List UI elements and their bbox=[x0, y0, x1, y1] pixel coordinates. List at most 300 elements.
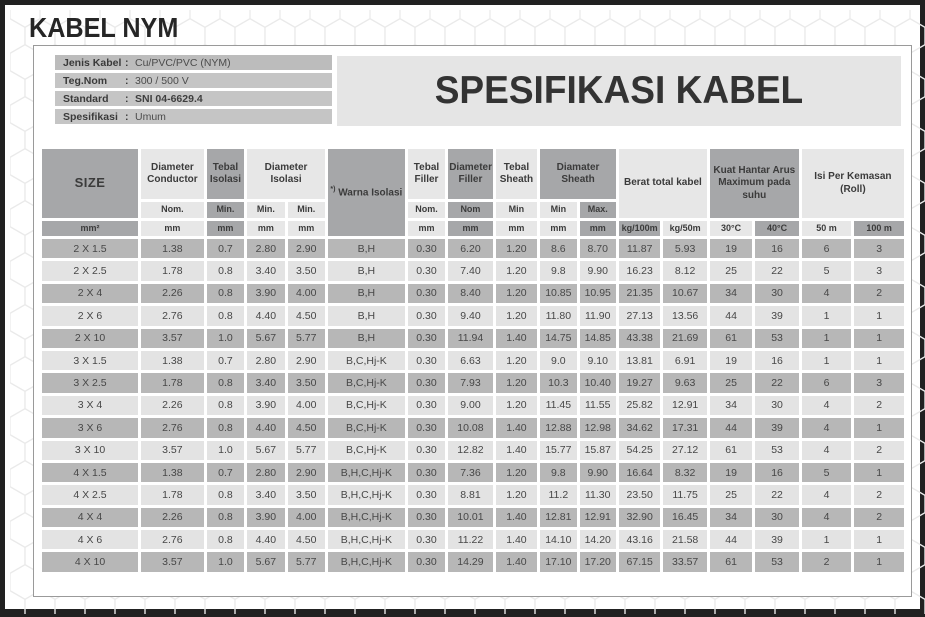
unit-kg-100m: kg/100m bbox=[619, 221, 660, 236]
unit-mm2: mm² bbox=[42, 221, 138, 236]
value-cell: 10.85 bbox=[540, 284, 576, 303]
info-row-spesifikasi bbox=[55, 109, 332, 124]
value-cell: 11.30 bbox=[580, 485, 616, 504]
value-cell: 2.26 bbox=[141, 508, 204, 527]
value-cell: 44 bbox=[710, 418, 752, 437]
value-cell: 17.31 bbox=[663, 418, 706, 437]
value-cell: 7.36 bbox=[448, 463, 492, 482]
value-cell: 4.40 bbox=[247, 530, 284, 549]
value-cell: 2.76 bbox=[141, 306, 204, 325]
value-cell: 21.69 bbox=[663, 329, 706, 348]
value-cell: 12.98 bbox=[580, 418, 616, 437]
value-cell: 14.10 bbox=[540, 530, 576, 549]
value-cell: 3.90 bbox=[247, 508, 284, 527]
value-cell: 1.40 bbox=[496, 530, 537, 549]
value-cell: 4.00 bbox=[288, 396, 325, 415]
value-cell: 25 bbox=[710, 261, 752, 280]
value-cell: 1.20 bbox=[496, 261, 537, 280]
value-cell: 0.30 bbox=[408, 351, 445, 370]
value-cell: 21.58 bbox=[663, 530, 706, 549]
value-cell: 33.57 bbox=[663, 552, 706, 571]
info-row-jenis-kabel bbox=[55, 55, 332, 70]
value-cell: 25 bbox=[710, 373, 752, 392]
value-cell: 13.56 bbox=[663, 306, 706, 325]
value-cell: 15.87 bbox=[580, 441, 616, 460]
value-cell: 0.30 bbox=[408, 261, 445, 280]
value-cell: 44 bbox=[710, 530, 752, 549]
value-cell: 5.93 bbox=[663, 239, 706, 258]
value-cell: 0.30 bbox=[408, 284, 445, 303]
value-cell: 19 bbox=[710, 463, 752, 482]
value-cell: B,H bbox=[328, 284, 405, 303]
value-cell: 3.90 bbox=[247, 284, 284, 303]
value-cell: 16 bbox=[755, 351, 798, 370]
size-cell: 3 X 10 bbox=[42, 441, 138, 460]
value-cell: 67.15 bbox=[619, 552, 660, 571]
value-cell: 2 bbox=[854, 485, 904, 504]
unit-mm: mm bbox=[496, 221, 537, 236]
header-row-units bbox=[42, 221, 904, 236]
col-header-berat-total-kabel: Berat total kabel bbox=[619, 149, 707, 218]
table-row bbox=[42, 351, 904, 370]
table-row bbox=[42, 552, 904, 571]
header-row-labels bbox=[42, 149, 904, 199]
value-cell: 0.30 bbox=[408, 530, 445, 549]
value-cell: 4 bbox=[802, 284, 852, 303]
value-cell: 19 bbox=[710, 239, 752, 258]
col-header-tebal-isolasi: Tebal Isolasi bbox=[207, 149, 244, 199]
value-cell: 3.57 bbox=[141, 441, 204, 460]
value-cell: 25.82 bbox=[619, 396, 660, 415]
value-cell: 1.0 bbox=[207, 552, 244, 571]
value-cell: 3.50 bbox=[288, 261, 325, 280]
value-cell: 0.30 bbox=[408, 508, 445, 527]
value-cell: 0.8 bbox=[207, 508, 244, 527]
value-cell: 3 bbox=[854, 261, 904, 280]
value-cell: 19.27 bbox=[619, 373, 660, 392]
value-cell: 14.75 bbox=[540, 329, 576, 348]
value-cell: 6.91 bbox=[663, 351, 706, 370]
size-cell: 4 X 2.5 bbox=[42, 485, 138, 504]
table-body bbox=[42, 239, 904, 572]
value-cell: 1.40 bbox=[496, 552, 537, 571]
value-cell: 8.81 bbox=[448, 485, 492, 504]
spec-banner bbox=[337, 56, 901, 126]
value-cell: 6 bbox=[802, 239, 852, 258]
unit-100m: 100 m bbox=[854, 221, 904, 236]
value-cell: 3.40 bbox=[247, 261, 284, 280]
unit-mm: mm bbox=[448, 221, 492, 236]
value-cell: B,C,Hj-K bbox=[328, 396, 405, 415]
value-cell: 1.20 bbox=[496, 396, 537, 415]
value-cell: 34 bbox=[710, 284, 752, 303]
spec-table-wrap bbox=[39, 146, 907, 575]
value-cell: 11.94 bbox=[448, 329, 492, 348]
value-cell: 9.40 bbox=[448, 306, 492, 325]
value-cell: 0.30 bbox=[408, 239, 445, 258]
value-cell: B,H,C,Hj-K bbox=[328, 485, 405, 504]
unit-50m: 50 m bbox=[802, 221, 852, 236]
col-header-warna-isolasi bbox=[328, 149, 405, 236]
table-row bbox=[42, 418, 904, 437]
value-cell: 0.30 bbox=[408, 396, 445, 415]
value-cell: 2 bbox=[854, 284, 904, 303]
value-cell: 2.80 bbox=[247, 239, 284, 258]
value-cell: 1 bbox=[854, 351, 904, 370]
value-cell: 0.8 bbox=[207, 284, 244, 303]
value-cell: 9.90 bbox=[580, 261, 616, 280]
value-cell: 2.26 bbox=[141, 284, 204, 303]
value-cell: 2.80 bbox=[247, 463, 284, 482]
value-cell: 1.40 bbox=[496, 508, 537, 527]
value-cell: 12.88 bbox=[540, 418, 576, 437]
info-colon: : bbox=[125, 92, 129, 105]
unit-30c: 30°C bbox=[710, 221, 752, 236]
value-cell: 1.38 bbox=[141, 239, 204, 258]
value-cell: 23.50 bbox=[619, 485, 660, 504]
value-cell: 0.30 bbox=[408, 306, 445, 325]
content-panel bbox=[33, 45, 912, 597]
value-cell: 2 bbox=[854, 508, 904, 527]
value-cell: 11.45 bbox=[540, 396, 576, 415]
value-cell: 10.67 bbox=[663, 284, 706, 303]
value-cell: 1 bbox=[854, 463, 904, 482]
value-cell: 0.30 bbox=[408, 441, 445, 460]
size-cell: 4 X 4 bbox=[42, 508, 138, 527]
value-cell: 10.40 bbox=[580, 373, 616, 392]
value-cell: 4.50 bbox=[288, 418, 325, 437]
col-header-diameter-isolasi: Diameter Isolasi bbox=[247, 149, 325, 199]
value-cell: 0.8 bbox=[207, 373, 244, 392]
value-cell: 16.45 bbox=[663, 508, 706, 527]
value-cell: 9.90 bbox=[580, 463, 616, 482]
value-cell: 4.00 bbox=[288, 284, 325, 303]
value-cell: 11.87 bbox=[619, 239, 660, 258]
value-cell: 6 bbox=[802, 373, 852, 392]
value-cell: B,H,C,Hj-K bbox=[328, 508, 405, 527]
table-row bbox=[42, 441, 904, 460]
value-cell: 1.78 bbox=[141, 373, 204, 392]
value-cell: B,H bbox=[328, 306, 405, 325]
value-cell: 2 bbox=[802, 552, 852, 571]
value-cell: 0.30 bbox=[408, 552, 445, 571]
value-cell: 8.40 bbox=[448, 284, 492, 303]
value-cell: 11.55 bbox=[580, 396, 616, 415]
table-row bbox=[42, 530, 904, 549]
value-cell: 16 bbox=[755, 239, 798, 258]
value-cell: 5 bbox=[802, 463, 852, 482]
value-cell: 4.40 bbox=[247, 418, 284, 437]
value-cell: 0.8 bbox=[207, 485, 244, 504]
value-cell: 3.57 bbox=[141, 552, 204, 571]
sub-header-max: Max. bbox=[580, 202, 616, 218]
info-label: Standard bbox=[63, 92, 109, 105]
value-cell: 1 bbox=[802, 329, 852, 348]
size-cell: 4 X 6 bbox=[42, 530, 138, 549]
value-cell: 22 bbox=[755, 373, 798, 392]
value-cell: 2.76 bbox=[141, 418, 204, 437]
value-cell: 12.91 bbox=[580, 508, 616, 527]
value-cell: B,C,Hj-K bbox=[328, 418, 405, 437]
value-cell: 2.26 bbox=[141, 396, 204, 415]
value-cell: 10.3 bbox=[540, 373, 576, 392]
value-cell: 39 bbox=[755, 530, 798, 549]
value-cell: 1.40 bbox=[496, 329, 537, 348]
value-cell: 3 bbox=[854, 239, 904, 258]
value-cell: 32.90 bbox=[619, 508, 660, 527]
value-cell: 61 bbox=[710, 552, 752, 571]
value-cell: 3.50 bbox=[288, 485, 325, 504]
value-cell: 0.7 bbox=[207, 463, 244, 482]
value-cell: 1.78 bbox=[141, 485, 204, 504]
info-colon: : bbox=[125, 56, 129, 69]
value-cell: 44 bbox=[710, 306, 752, 325]
sub-header-min: Min bbox=[496, 202, 537, 218]
value-cell: 30 bbox=[755, 396, 798, 415]
value-cell: 1 bbox=[802, 351, 852, 370]
value-cell: 4 bbox=[802, 418, 852, 437]
value-cell: 0.8 bbox=[207, 396, 244, 415]
unit-mm: mm bbox=[247, 221, 284, 236]
value-cell: 4.50 bbox=[288, 306, 325, 325]
value-cell: 2.90 bbox=[288, 351, 325, 370]
value-cell: 0.8 bbox=[207, 306, 244, 325]
value-cell: B,H bbox=[328, 261, 405, 280]
info-value: Umum bbox=[135, 110, 166, 123]
value-cell: 5.77 bbox=[288, 441, 325, 460]
unit-kg-50m: kg/50m bbox=[663, 221, 706, 236]
col-header-tebal-filler: Tebal Filler bbox=[408, 149, 445, 199]
unit-mm: mm bbox=[288, 221, 325, 236]
value-cell: 1.38 bbox=[141, 463, 204, 482]
table-row bbox=[42, 306, 904, 325]
warna-isolasi-label: Warna Isolasi bbox=[338, 186, 403, 198]
value-cell: 1.20 bbox=[496, 306, 537, 325]
value-cell: 1 bbox=[854, 552, 904, 571]
value-cell: 53 bbox=[755, 552, 798, 571]
value-cell: 34.62 bbox=[619, 418, 660, 437]
value-cell: 4 bbox=[802, 508, 852, 527]
info-row-standard bbox=[55, 91, 332, 106]
col-header-isi-per-kemasan: Isi Per Kemasan (Roll) bbox=[802, 149, 904, 218]
value-cell: 2.90 bbox=[288, 239, 325, 258]
value-cell: 30 bbox=[755, 284, 798, 303]
value-cell: 9.10 bbox=[580, 351, 616, 370]
size-cell: 4 X 1.5 bbox=[42, 463, 138, 482]
value-cell: 0.7 bbox=[207, 351, 244, 370]
col-header-diamater-sheath: Diamater Sheath bbox=[540, 149, 616, 199]
value-cell: 11.2 bbox=[540, 485, 576, 504]
value-cell: 1.20 bbox=[496, 284, 537, 303]
value-cell: 1 bbox=[802, 530, 852, 549]
value-cell: 27.12 bbox=[663, 441, 706, 460]
size-cell: 2 X 10 bbox=[42, 329, 138, 348]
info-colon: : bbox=[125, 110, 129, 123]
value-cell: 1.20 bbox=[496, 463, 537, 482]
info-value: SNI 04-6629.4 bbox=[135, 92, 203, 105]
value-cell: 4 bbox=[802, 485, 852, 504]
value-cell: 1.40 bbox=[496, 418, 537, 437]
col-header-size: SIZE bbox=[42, 149, 138, 218]
value-cell: 25 bbox=[710, 485, 752, 504]
cable-info-box bbox=[55, 55, 332, 127]
unit-mm: mm bbox=[141, 221, 204, 236]
size-cell: 2 X 6 bbox=[42, 306, 138, 325]
size-cell: 2 X 2.5 bbox=[42, 261, 138, 280]
sub-header-min: Min. bbox=[288, 202, 325, 218]
value-cell: B,H bbox=[328, 239, 405, 258]
table-row bbox=[42, 261, 904, 280]
value-cell: 3.40 bbox=[247, 485, 284, 504]
value-cell: 8.70 bbox=[580, 239, 616, 258]
value-cell: 16 bbox=[755, 463, 798, 482]
value-cell: 12.82 bbox=[448, 441, 492, 460]
table-row bbox=[42, 485, 904, 504]
info-label: Jenis Kabel bbox=[63, 56, 122, 69]
value-cell: 2.90 bbox=[288, 463, 325, 482]
value-cell: 9.8 bbox=[540, 261, 576, 280]
value-cell: 1 bbox=[854, 418, 904, 437]
value-cell: 6.20 bbox=[448, 239, 492, 258]
value-cell: 30 bbox=[755, 508, 798, 527]
col-header-diameter-filler: Diameter Filler bbox=[448, 149, 492, 199]
value-cell: 3.50 bbox=[288, 373, 325, 392]
col-header-kuat-hantar-arus: Kuat Hantar Arus Maximum pada suhu bbox=[710, 149, 799, 218]
value-cell: 16.23 bbox=[619, 261, 660, 280]
value-cell: 11.90 bbox=[580, 306, 616, 325]
value-cell: 0.30 bbox=[408, 418, 445, 437]
value-cell: 43.16 bbox=[619, 530, 660, 549]
value-cell: 12.91 bbox=[663, 396, 706, 415]
value-cell: 5.77 bbox=[288, 329, 325, 348]
footnote-marker: *) bbox=[330, 185, 336, 193]
value-cell: B,H,C,Hj-K bbox=[328, 463, 405, 482]
value-cell: 8.6 bbox=[540, 239, 576, 258]
value-cell: 1 bbox=[854, 306, 904, 325]
value-cell: 5.77 bbox=[288, 552, 325, 571]
value-cell: 16.64 bbox=[619, 463, 660, 482]
value-cell: 0.8 bbox=[207, 530, 244, 549]
value-cell: 9.00 bbox=[448, 396, 492, 415]
page-title: KABEL NYM bbox=[29, 12, 179, 43]
value-cell: 53 bbox=[755, 329, 798, 348]
unit-40c: 40°C bbox=[755, 221, 798, 236]
value-cell: 3.40 bbox=[247, 373, 284, 392]
value-cell: 2.76 bbox=[141, 530, 204, 549]
value-cell: 2.80 bbox=[247, 351, 284, 370]
value-cell: 22 bbox=[755, 485, 798, 504]
value-cell: 4.50 bbox=[288, 530, 325, 549]
value-cell: 9.63 bbox=[663, 373, 706, 392]
value-cell: 14.20 bbox=[580, 530, 616, 549]
value-cell: 3 bbox=[854, 373, 904, 392]
value-cell: 2 bbox=[854, 396, 904, 415]
value-cell: 8.12 bbox=[663, 261, 706, 280]
value-cell: 3.57 bbox=[141, 329, 204, 348]
value-cell: 7.40 bbox=[448, 261, 492, 280]
value-cell: 12.81 bbox=[540, 508, 576, 527]
value-cell: 5.67 bbox=[247, 441, 284, 460]
value-cell: 0.30 bbox=[408, 463, 445, 482]
info-value: 300 / 500 V bbox=[135, 74, 189, 87]
value-cell: 0.30 bbox=[408, 485, 445, 504]
value-cell: 9.0 bbox=[540, 351, 576, 370]
value-cell: 1.0 bbox=[207, 329, 244, 348]
value-cell: B,H bbox=[328, 329, 405, 348]
value-cell: 34 bbox=[710, 508, 752, 527]
sub-header-min: Min bbox=[540, 202, 576, 218]
value-cell: 13.81 bbox=[619, 351, 660, 370]
unit-mm: mm bbox=[408, 221, 445, 236]
value-cell: 0.8 bbox=[207, 261, 244, 280]
table-row bbox=[42, 508, 904, 527]
table-row bbox=[42, 239, 904, 258]
value-cell: 19 bbox=[710, 351, 752, 370]
value-cell: 4 bbox=[802, 396, 852, 415]
unit-mm: mm bbox=[207, 221, 244, 236]
table-row bbox=[42, 373, 904, 392]
value-cell: 43.38 bbox=[619, 329, 660, 348]
value-cell: 61 bbox=[710, 441, 752, 460]
sub-header-min: Min. bbox=[207, 202, 244, 218]
value-cell: 5.67 bbox=[247, 329, 284, 348]
sub-header-nom: Nom. bbox=[141, 202, 204, 218]
value-cell: 1.38 bbox=[141, 351, 204, 370]
value-cell: 1.40 bbox=[496, 441, 537, 460]
value-cell: 0.30 bbox=[408, 373, 445, 392]
value-cell: 3.90 bbox=[247, 396, 284, 415]
value-cell: 1.0 bbox=[207, 441, 244, 460]
table-row bbox=[42, 463, 904, 482]
info-row-teg-nom bbox=[55, 73, 332, 88]
value-cell: 5.67 bbox=[247, 552, 284, 571]
value-cell: 1.20 bbox=[496, 485, 537, 504]
value-cell: 11.75 bbox=[663, 485, 706, 504]
value-cell: 4.00 bbox=[288, 508, 325, 527]
value-cell: 21.35 bbox=[619, 284, 660, 303]
info-label: Spesifikasi bbox=[63, 110, 118, 123]
size-cell: 3 X 6 bbox=[42, 418, 138, 437]
value-cell: 39 bbox=[755, 306, 798, 325]
value-cell: 6.63 bbox=[448, 351, 492, 370]
value-cell: B,C,Hj-K bbox=[328, 373, 405, 392]
value-cell: 2 bbox=[854, 441, 904, 460]
size-cell: 3 X 4 bbox=[42, 396, 138, 415]
size-cell: 2 X 4 bbox=[42, 284, 138, 303]
value-cell: B,C,Hj-K bbox=[328, 351, 405, 370]
col-header-diameter-conductor: Diameter Conductor bbox=[141, 149, 204, 199]
value-cell: 61 bbox=[710, 329, 752, 348]
spec-banner-title: SPESIFIKASI KABEL bbox=[434, 69, 804, 112]
unit-mm: mm bbox=[540, 221, 576, 236]
value-cell: 17.20 bbox=[580, 552, 616, 571]
value-cell: 0.8 bbox=[207, 418, 244, 437]
value-cell: 4.40 bbox=[247, 306, 284, 325]
value-cell: 11.22 bbox=[448, 530, 492, 549]
value-cell: 0.7 bbox=[207, 239, 244, 258]
info-label: Teg.Nom bbox=[63, 74, 108, 87]
value-cell: 11.80 bbox=[540, 306, 576, 325]
value-cell: 0.30 bbox=[408, 329, 445, 348]
info-value: Cu/PVC/PVC (NYM) bbox=[135, 56, 231, 69]
sub-header-nom: Nom bbox=[448, 202, 492, 218]
value-cell: 34 bbox=[710, 396, 752, 415]
sub-header-min: Min. bbox=[247, 202, 284, 218]
value-cell: 53 bbox=[755, 441, 798, 460]
value-cell: 14.85 bbox=[580, 329, 616, 348]
value-cell: 15.77 bbox=[540, 441, 576, 460]
value-cell: B,C,Hj-K bbox=[328, 441, 405, 460]
